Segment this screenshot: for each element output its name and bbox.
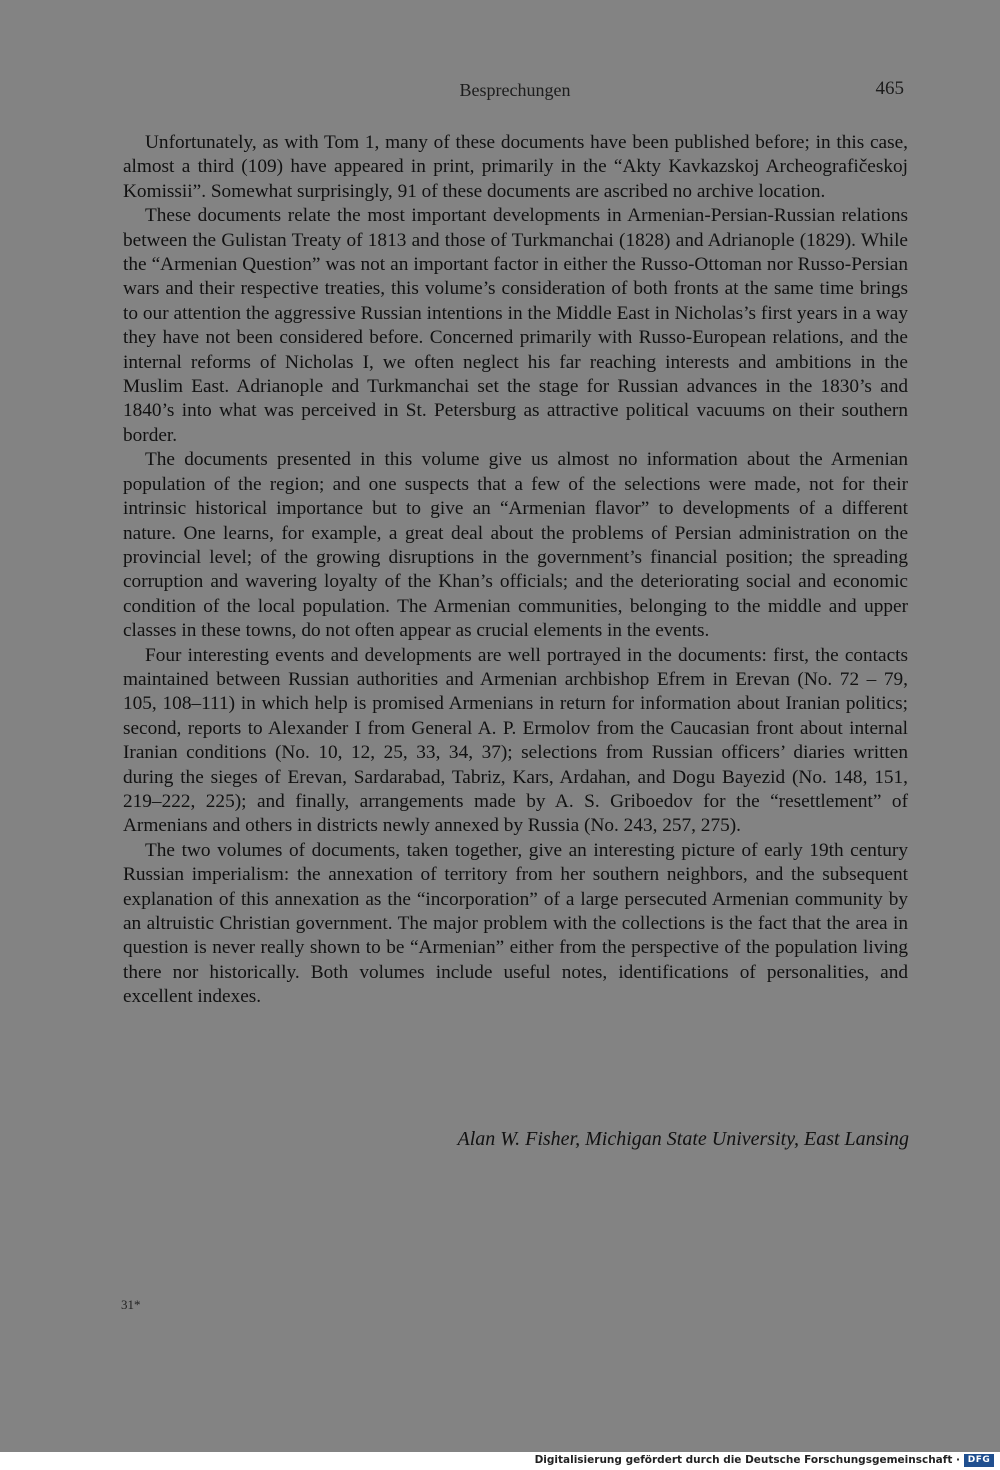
reviewer-signature: Alan W. Fisher, Michigan State University, East Lansing xyxy=(457,1128,909,1150)
paragraph: Four interesting events and developments are well portrayed in the documents: first, the contacts maintained between Russian authorities and Armenian archbishop Efrem in Erevan (No. 72 – 79, 105, 108–111) in which help is promised Armenians in return for information about Iranian politics; second, reports to Alexander I from General A. P. Ermolov from the Caucasian front about internal Iranian conditions (No. 10, 12, 25, 33, 34, 37); selections from Russian officers’ diaries written during the sieges of Erevan, Sardarabad, Tabriz, Kars, Ardahan, and Dogu Bayezid (No. 148, 151, 219–222, 225); and finally, arrangements made by A. S. Griboedov for the “resettlement” of Armenians and others in districts newly annexed by Russia (No. 243, 257, 275). xyxy=(123,644,908,837)
running-head xyxy=(122,80,908,106)
paragraph: The two volumes of documents, taken together, give an interesting picture of early 19th century Russian imperialism: the annexation of territory from her southern neighbors, and the subsequent explanation of this annexation as the “incorporation” of a large persecuted Armenian community by an altruistic Christian government. The major problem with the collections is the fact that the area in question is never really shown to be “Armenian” either from the perspective of the population living there nor historically. Both volumes include useful notes, identifications of personalities, and excellent indexes. xyxy=(123,839,908,1008)
review-body xyxy=(123,131,908,1010)
funding-credit: Digitalisierung gefördert durch die Deutsche Forschungsgemeinschaft · xyxy=(534,1454,960,1466)
paragraph: These documents relate the most important developments in Armenian-Persian-Russian relations between the Gulistan Treaty of 1813 and those of Turkmanchai (1828) and Adrianople (1829). While the “Armenian Question” was not an important factor in either the Russo-Ottoman nor Russo-Persian wars and their respective treaties, this volume’s consideration of both fronts at the same time brings to our attention the aggressive Russian intentions in the Middle East in Nicholas’s first years in a way they have not been considered before. Concerned primarily with Russo-European relations, and the internal reforms of Nicholas I, we often neglect his far reaching interests and ambitions in the Muslim East. Adrianople and Turkmanchai set the stage for Russian advances in the 1830’s and 1840’s into what was perceived in St. Petersburg as attractive political vacuums on their southern border. xyxy=(123,205,908,446)
page-number: 465 xyxy=(875,78,904,99)
dfg-logo-icon[interactable]: DFG xyxy=(964,1454,994,1467)
paragraph: Unfortunately, as with Tom 1, many of these documents have been published before; in this case, almost a third (109) have appeared in print, primarily in the “Akty Kavkazskoj Archeografičeskoj Komissii”. Somewhat surprisingly, 91 of these documents are ascribed no archive location. xyxy=(123,132,908,202)
paragraph: The documents presented in this volume give us almost no information about the Armenian population of the region; and one suspects that a few of the selections were made, not for their intrinsic historical importance but to give an “Armenian flavor” to developments of a different nature. One learns, for example, a great deal about the problems of Persian administration on the provincial level; of the growing disruptions in the government’s financial position; the spreading corruption and wavering loyalty of the Khan’s officials; and the deteriorating social and economic condition of the local population. The Armenian communities, belonging to the middle and upper classes in these towns, do not often appear as crucial elements in the events. xyxy=(123,449,908,642)
section-title: Besprechungen xyxy=(459,80,571,100)
footer-bar xyxy=(0,1452,1000,1470)
sheet-signature-mark: 31* xyxy=(121,1297,141,1312)
